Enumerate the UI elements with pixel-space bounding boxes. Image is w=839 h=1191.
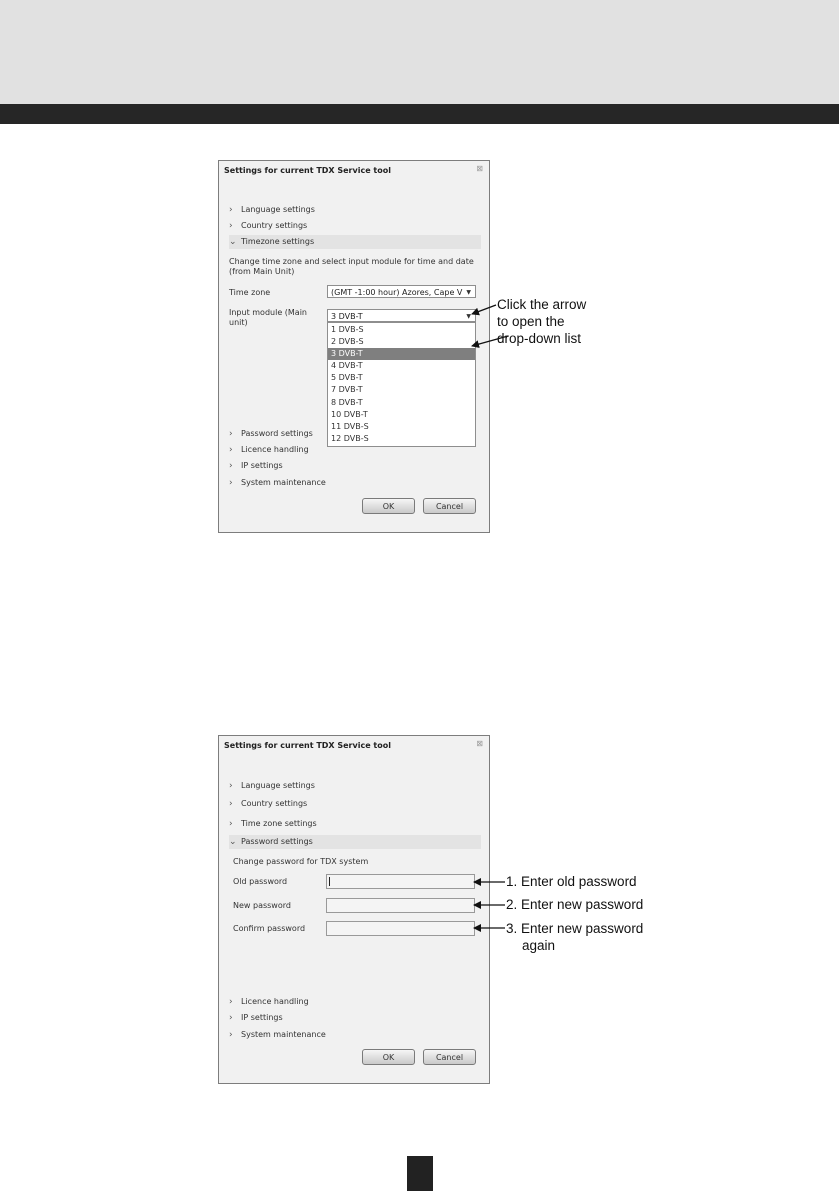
- arrow-to-dropdown-list: [472, 336, 508, 346]
- arrow-to-dropdown-arrow: [472, 305, 496, 314]
- timezone-description: Change time zone and select input module for time and date: [229, 257, 474, 266]
- annotation-click-arrow-line2: to open the: [497, 314, 565, 329]
- section-label: Language settings: [241, 205, 315, 214]
- cancel-button[interactable]: Cancel: [423, 498, 476, 514]
- chevron-right-icon: ›: [229, 1013, 233, 1023]
- section-label: Timezone settings: [241, 237, 315, 246]
- chevron-right-icon: ›: [229, 781, 233, 791]
- annotation-step3-again: again: [522, 938, 556, 953]
- confirm-password-label: Confirm password: [233, 924, 306, 933]
- section-label: Time zone settings: [241, 819, 317, 828]
- dropdown-option[interactable]: 12 DVB-S: [331, 433, 369, 443]
- dropdown-arrow-icon[interactable]: ▼: [466, 313, 471, 320]
- annotation-step3: 3. Enter new password: [506, 921, 644, 936]
- chevron-right-icon: ›: [229, 461, 233, 471]
- new-password-label: New password: [233, 901, 291, 910]
- annotation-step1: 1. Enter old password: [506, 874, 637, 889]
- dropdown-option[interactable]: 11 DVB-S: [331, 421, 369, 431]
- dropdown-option[interactable]: 2 DVB-S: [331, 337, 364, 347]
- dialog-title: Settings for current TDX Service tool: [224, 166, 391, 175]
- ok-button[interactable]: OK: [362, 1049, 415, 1065]
- chevron-down-icon: ⌄: [229, 237, 237, 247]
- dropdown-option[interactable]: 1 DVB-S: [331, 325, 364, 334]
- dialog-title: Settings for current TDX Service tool: [224, 741, 391, 750]
- section-label: System maintenance: [241, 1030, 326, 1039]
- dropdown-arrow-icon[interactable]: ▼: [466, 289, 471, 296]
- dropdown-option[interactable]: 10 DVB-T: [331, 409, 368, 419]
- annotation-click-arrow-line3: drop-down list: [497, 331, 582, 346]
- section-label: System maintenance: [241, 478, 326, 487]
- section-label: Language settings: [241, 781, 315, 790]
- chevron-right-icon: ›: [229, 221, 233, 231]
- dropdown-option[interactable]: 4 DVB-T: [331, 361, 363, 371]
- section-label: IP settings: [241, 461, 283, 470]
- chevron-right-icon: ›: [229, 478, 233, 488]
- chevron-right-icon: ›: [229, 205, 233, 215]
- dropdown-option-selected[interactable]: 3 DVB-T: [328, 348, 475, 360]
- page-number-box: [407, 1156, 433, 1191]
- annotation-step2: 2. Enter new password: [506, 897, 644, 912]
- chevron-down-icon: ⌄: [229, 837, 237, 847]
- cancel-button[interactable]: Cancel: [423, 1049, 476, 1065]
- timezone-description-2: (from Main Unit): [229, 267, 295, 276]
- old-password-label: Old password: [233, 877, 288, 886]
- chevron-right-icon: ›: [229, 1030, 233, 1040]
- chevron-right-icon: ›: [229, 445, 233, 455]
- close-icon[interactable]: ⊠: [476, 739, 483, 748]
- section-label: Password settings: [241, 429, 313, 438]
- input-module-label-2: unit): [229, 318, 248, 327]
- dropdown-option[interactable]: 7 DVB-T: [331, 385, 363, 395]
- section-label: Licence handling: [241, 445, 309, 454]
- input-module-value: 3 DVB-T: [331, 312, 363, 321]
- annotation-click-arrow-line1: Click the arrow: [497, 297, 587, 312]
- section-label: Country settings: [241, 221, 308, 230]
- section-label: Licence handling: [241, 997, 309, 1006]
- timezone-label: Time zone: [229, 288, 271, 297]
- ok-button[interactable]: OK: [362, 498, 415, 514]
- chevron-right-icon: ›: [229, 429, 233, 439]
- chevron-right-icon: ›: [229, 799, 233, 809]
- chevron-right-icon: ›: [229, 819, 233, 829]
- section-label: Country settings: [241, 799, 308, 808]
- section-label: Password settings: [241, 837, 313, 846]
- dropdown-option[interactable]: 5 DVB-T: [331, 373, 363, 383]
- timezone-value: (GMT -1:00 hour) Azores, Cape V: [331, 288, 463, 297]
- input-module-label: Input module (Main: [229, 308, 307, 317]
- password-description: Change password for TDX system: [233, 857, 369, 866]
- dropdown-option[interactable]: 8 DVB-T: [331, 397, 363, 407]
- close-icon[interactable]: ⊠: [476, 164, 483, 173]
- chevron-right-icon: ›: [229, 997, 233, 1007]
- section-label: IP settings: [241, 1013, 283, 1022]
